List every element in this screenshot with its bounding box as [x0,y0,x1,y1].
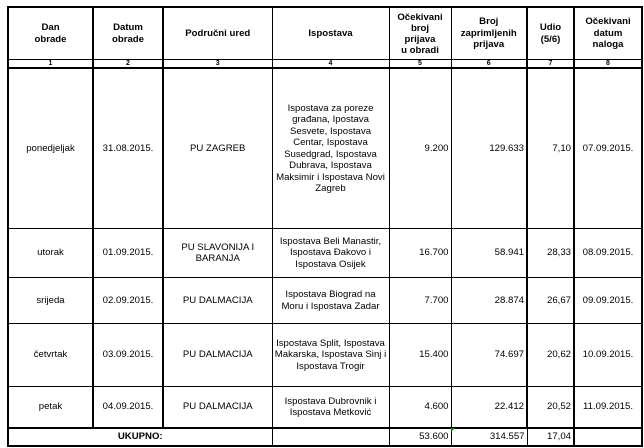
table-row [8,68,642,229]
cell-dan: utorak [8,229,93,278]
cell-datum: 03.09.2015. [93,324,163,387]
column-number: 6 [451,60,527,69]
cell-error-indicator-icon [451,428,455,432]
header-broj-zaprimljenih [451,7,527,60]
header-text: zaprimljenih [460,27,517,39]
cell-ocekivani-broj: 7.700 [389,278,451,324]
header-udio [527,7,574,60]
total-ispostava-empty [272,428,389,446]
header-ispostava [272,7,389,60]
cell-datum: 31.08.2015. [93,68,163,229]
cell-ocekivani-datum: 09.09.2015. [574,278,642,324]
cell-ispostava: Ispostava Split, Ispostava Makarska, Ispostava Sinj i Ispostava Trogir [272,324,389,387]
total-ocekivani-broj: 53.600 [389,428,451,446]
header-text: datum [593,27,623,39]
cell-ispostava: Ispostava Dubrovnik i Ispostava Metković [272,387,389,429]
header-text: Očekivani [585,16,631,28]
cell-ocekivani-datum: 11.09.2015. [574,387,642,429]
table-row [8,324,642,387]
cell-datum: 04.09.2015. [93,387,163,429]
cell-broj-zaprimljenih: 28.874 [451,278,527,324]
header-text: prijava [473,39,505,51]
column-number: 7 [527,60,574,69]
cell-ocekivani-datum: 10.09.2015. [574,324,642,387]
cell-ocekivani-broj: 15.400 [389,324,451,387]
cell-dan: ponedjeljak [8,68,93,229]
cell-ocekivani-datum: 08.09.2015. [574,229,642,278]
column-number: 3 [163,60,272,69]
header-text: Ispostava [308,27,353,39]
header-text: (5/6) [540,33,561,45]
header-dan-obrade [8,7,93,60]
cell-ured: PU DALMACIJA [163,278,272,324]
header-text: Očekivani [397,11,443,23]
cell-dan: petak [8,387,93,429]
cell-ured: PU ZAGREB [163,68,272,229]
cell-ispostava: Ispostava za poreze građana, Ipostava Sesvete, Ispostava Centar, Ispostava Susedgrad, Ispostava Dubrava, Ispostava Maksimir i Ispostava Novi Zagreb [272,68,389,229]
processing-schedule-table [7,6,643,447]
header-text: naloga [592,39,624,51]
column-number: 2 [93,60,163,69]
cell-ocekivani-datum: 07.09.2015. [574,68,642,229]
cell-broj-zaprimljenih: 129.633 [451,68,527,229]
cell-dan: četvrtak [8,324,93,387]
header-text: Područni ured [185,27,251,39]
total-label: UKUPNO: [8,428,272,446]
header-text: prijava [404,33,436,45]
cell-ocekivani-broj: 16.700 [389,229,451,278]
header-podrucni-ured [163,7,272,60]
cell-ispostava: Ispostava Beli Manastir, Ispostava Đakovo i Ispostava Osijek [272,229,389,278]
cell-ured: PU SLAVONIJA I BARANJA [163,229,272,278]
column-number: 1 [8,60,93,69]
cell-udio: 7,10 [527,68,574,229]
header-text: Datum [113,22,143,33]
cell-broj-zaprimljenih: 74.697 [451,324,527,387]
header-text: broj [410,22,430,34]
header-text: obrade [34,33,67,45]
header-ocekivani-broj [389,7,451,60]
cell-broj-zaprimljenih: 58.941 [451,229,527,278]
cell-datum: 02.09.2015. [93,278,163,324]
total-broj-zaprimljenih: 314.557 [451,428,527,446]
table-row [8,278,642,324]
header-datum-obrade [93,7,163,60]
header-text: u obradi [401,44,439,56]
cell-datum: 01.09.2015. [93,229,163,278]
header-text: Udio [539,22,562,33]
cell-ocekivani-broj: 4.600 [389,387,451,429]
header-row [8,7,642,60]
cell-ured: PU DALMACIJA [163,324,272,387]
cell-ured: PU DALMACIJA [163,387,272,429]
column-number-row [8,60,642,69]
column-number: 5 [389,60,451,69]
total-row [8,428,642,446]
header-text: Broj [479,16,499,28]
cell-udio: 20,52 [527,387,574,429]
cell-udio: 20,62 [527,324,574,387]
header-ocekivani-datum [574,7,642,60]
cell-ocekivani-broj: 9.200 [389,68,451,229]
total-ocekivani-datum [574,428,642,446]
cell-udio: 26,67 [527,278,574,324]
table-row [8,229,642,278]
table-row [8,387,642,429]
header-text: Dan [41,22,60,33]
header-text: obrade [112,33,144,45]
cell-ispostava: Ispostava Biograd na Moru i Ispostava Zadar [272,278,389,324]
column-number: 8 [574,60,642,69]
cell-broj-zaprimljenih: 22.412 [451,387,527,429]
total-udio: 17,04 [527,428,574,446]
column-number: 4 [272,60,389,69]
cell-dan: srijeda [8,278,93,324]
cell-udio: 28,33 [527,229,574,278]
